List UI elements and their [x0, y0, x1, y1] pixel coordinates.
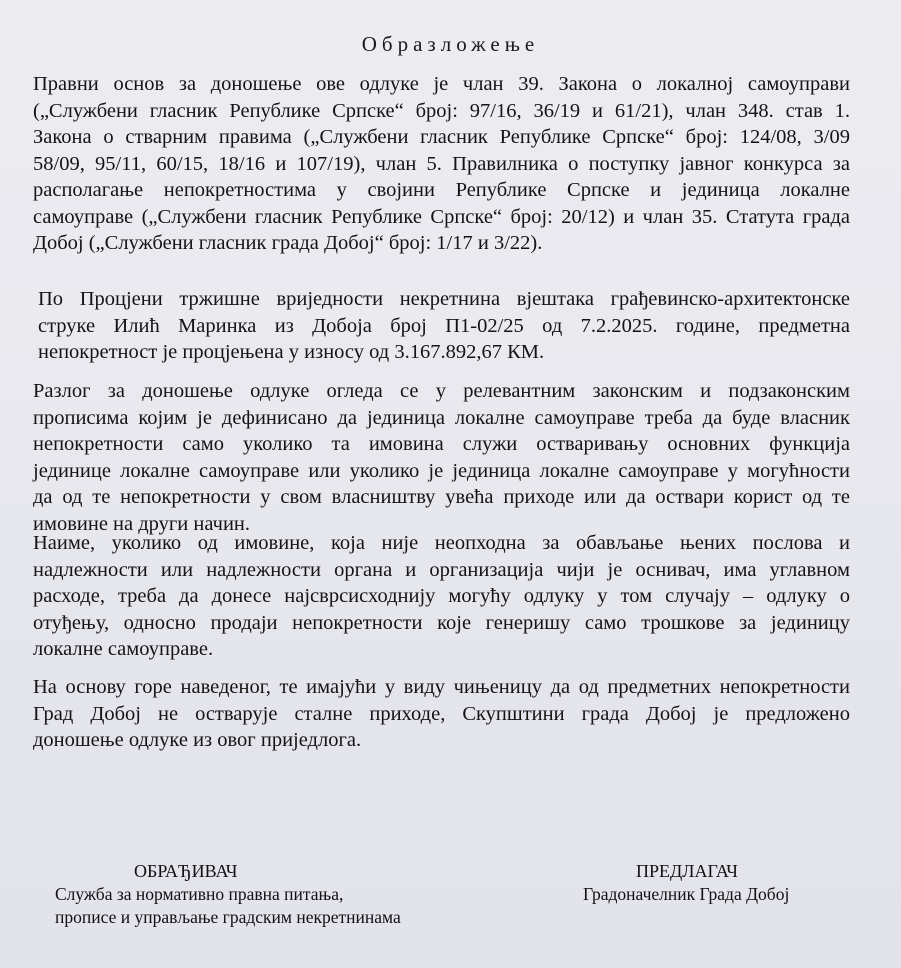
- text-line: Град Добој не остварује сталне приходе, Скупштини града Добој је предложено: [33, 702, 850, 725]
- signature-processor: [55, 860, 401, 929]
- text-line: непокретност је процјењена у износу од 3.167.892,67 КМ.: [38, 341, 545, 363]
- text-line: локалне самоуправе.: [33, 638, 214, 660]
- text-line: располагање непокретностима у својини Републике Српске и јединица локалне: [33, 179, 850, 201]
- text-line: („Службени гласник Републике Српске“ број: 97/16, 36/19 и 61/21), члан 348. став 1.: [33, 99, 850, 122]
- text-line: доношење одлуке из овог приједлога.: [33, 729, 362, 751]
- processor-role: ОБРАЂИВАЧ: [134, 861, 238, 881]
- text-line: расходе, треба да донесе најсврсисходнију могућу одлуку у том случају – одлуку о: [33, 585, 850, 607]
- text-line: јединице локалне самоуправе или уколико је јединица локалне самоуправе у могућности: [33, 459, 850, 482]
- text-line: имовине на други начин.: [33, 512, 251, 535]
- text-line: На основу горе наведеног, те имајући у виду чињеницу да од предметних непокретности: [33, 676, 850, 698]
- paragraph-valuation: [38, 286, 850, 366]
- text-line: Добој („Службени гласник града Добој“ број: 1/17 и 3/22).: [33, 232, 543, 254]
- text-line: струке Илић Маринка из Добоја број П1-02/25 од 7.2.2025. године, предметна: [38, 314, 850, 337]
- proposer-line: Градоначелник Града Добој: [583, 884, 790, 904]
- processor-line: прописе и управљање градским некретнинама: [55, 907, 401, 927]
- text-line: Закона о стварним правима („Службени гласник Републике Српске“ број: 124/08, 3/09: [33, 126, 850, 148]
- text-line: самоуправе („Службени гласник Републике Српске“ број: 20/12) и члан 35. Статута града: [33, 205, 850, 228]
- text-line: отуђењу, односно продаји непокретности које генеришу само трошкове за јединицу: [33, 611, 850, 634]
- paragraph-conclusion: [33, 674, 850, 754]
- text-line: да од те непокретности у свом власништву увећа приходе или да оствари корист од те: [33, 486, 850, 508]
- text-line: Разлог за доношење одлуке огледа се у релевантним законским и подзаконским: [33, 380, 850, 402]
- processor-line: Служба за нормативно правна питања,: [55, 884, 344, 904]
- text-line: надлежности или надлежности органа и организација чији је оснивач, има углавном: [33, 558, 850, 581]
- text-line: Правни основ за доношење ове одлуке је члан 39. Закона о локалној самоуправи: [33, 73, 850, 95]
- signature-proposer: [583, 860, 789, 906]
- document-title: Образложење: [361, 32, 540, 56]
- text-line: прописима којим је дефинисано да јединица локалне самоуправе треба да буде власник: [33, 406, 850, 429]
- text-line: По Процјени тржишне вриједности некретнина вјештака грађевинско-архитектонске: [38, 288, 850, 310]
- text-line: непокретности само уколико та имовина служи остваривању основних функција: [33, 433, 850, 455]
- text-line: 58/09, 95/11, 60/15, 18/16 и 107/19), члан 5. Правилника о поступку јавног конкурса за: [33, 152, 850, 175]
- paragraph-namely: [33, 530, 850, 663]
- paragraph-reason: [33, 378, 850, 537]
- proposer-role: ПРЕДЛАГАЧ: [636, 861, 738, 881]
- text-line: Наиме, уколико од имовине, која није неопходна за обављање њених послова и: [33, 532, 850, 554]
- paragraph-legal-basis: [33, 71, 850, 257]
